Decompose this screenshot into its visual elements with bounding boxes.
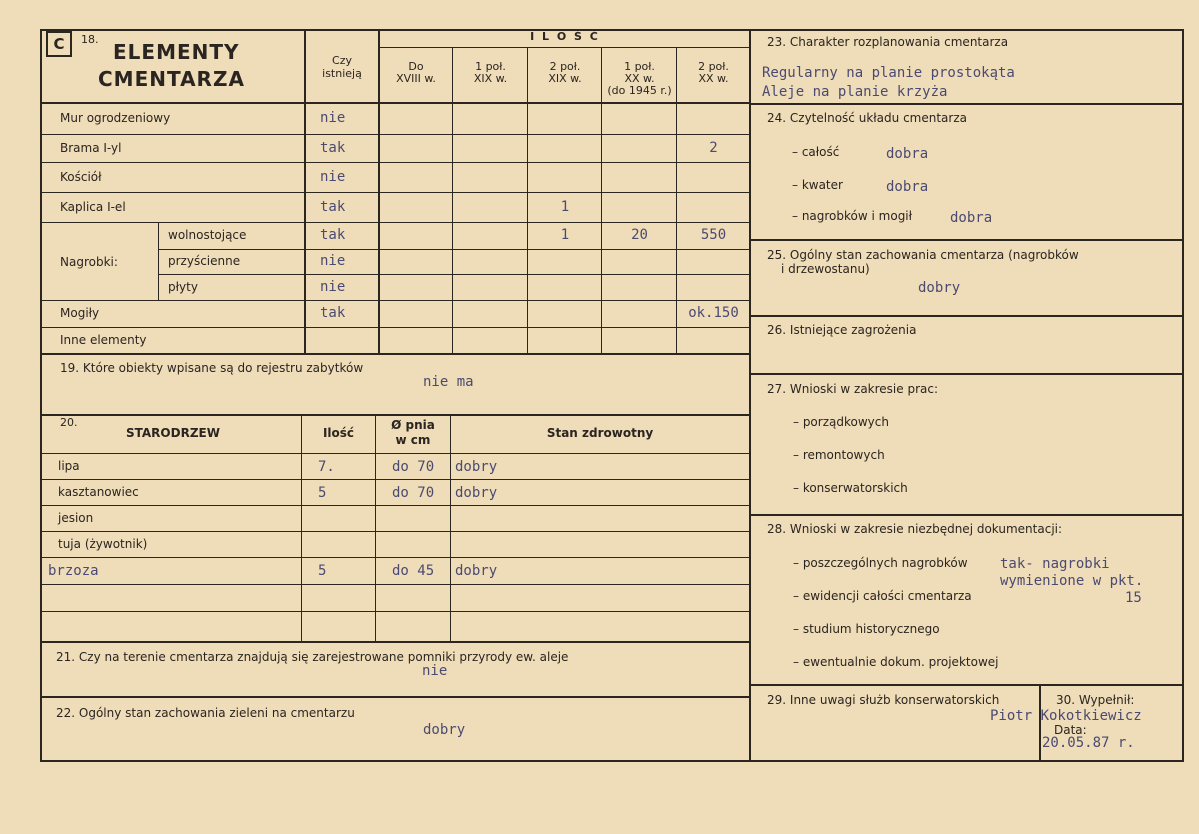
- s25-bottom: [749, 315, 1184, 317]
- period-header-line3: (do 1945 r.): [607, 84, 672, 97]
- s27-item: – konserwatorskich: [793, 481, 908, 495]
- element-row-exists: nie: [320, 253, 346, 269]
- tree-count: 5: [318, 485, 327, 501]
- element-row-label: Mur ogrodzeniowy: [60, 110, 171, 125]
- s24-item-label: – całość: [792, 145, 840, 159]
- s28-label: 28. Wnioski w zakresie niezbędnej dokumentacji:: [767, 522, 1063, 536]
- period-header-line1: 2 poł.: [549, 60, 581, 73]
- s28-typed-line2: wymienione w pkt.: [1000, 573, 1144, 589]
- period-header-line2: XIX w.: [548, 72, 582, 85]
- element-row-count: 2: [709, 139, 718, 156]
- tree-health: dobry: [455, 485, 498, 501]
- frame-left: [40, 29, 42, 762]
- tree-trunk: do 45: [392, 563, 435, 579]
- tree-health: dobry: [455, 459, 498, 475]
- period-header-line1: 2 poł.: [698, 60, 729, 73]
- element-row-count: 1: [560, 198, 570, 215]
- tree-trunk: do 70: [392, 485, 435, 501]
- s28-typed-line1: tak- nagrobki: [1000, 556, 1110, 572]
- s20-header-line: [40, 453, 751, 454]
- tree-health: dobry: [455, 563, 498, 579]
- s24-item-value: dobra: [886, 146, 929, 162]
- s22-label: 22. Ogólny stan zachowania zieleni na cmentarzu: [56, 706, 355, 720]
- s20-row-line: [40, 557, 751, 558]
- period-header-line2: XX w.: [698, 72, 729, 85]
- s18-vline: [527, 47, 528, 354]
- s24-bottom: [749, 239, 1184, 241]
- s20-ilosc-header: Ilość: [322, 426, 355, 440]
- s20-pnia-header-line2: w cm: [395, 433, 431, 447]
- period-header-line2: XX w.: [624, 72, 655, 85]
- s21-label: 21. Czy na terenie cmentarza znajdują się zarejestrowane pomniki przyrody ew. aleje: [56, 650, 569, 664]
- element-row-exists: nie: [320, 278, 346, 295]
- element-row-count: 550: [700, 227, 727, 243]
- s27-bottom: [749, 514, 1184, 516]
- s29-label: 29. Inne uwagi służb konserwatorskich: [767, 693, 1000, 707]
- element-row-exists: tak: [320, 139, 346, 156]
- s18-title-line2: CMENTARZA: [98, 67, 245, 91]
- s30-date: 20.05.87 r.: [1042, 735, 1135, 751]
- period-header-line1: 1 poł.: [475, 60, 506, 73]
- element-row-exists: tak: [320, 198, 346, 215]
- element-row-exists: tak: [320, 305, 346, 321]
- s20-vline: [301, 414, 302, 642]
- period-header-line2: XVIII w.: [396, 72, 436, 85]
- s20-vline: [375, 414, 376, 642]
- s18-bottom: [40, 353, 751, 355]
- s18-row-line: [40, 134, 751, 135]
- s18-vline: [601, 47, 602, 354]
- element-row-exists: nie: [320, 109, 346, 126]
- s20-row-line: [40, 479, 751, 480]
- tree-count: 7.: [318, 459, 335, 475]
- s21-value: nie: [422, 663, 448, 679]
- s27-label: 27. Wnioski w zakresie prac:: [767, 382, 939, 396]
- s20-pnia-header-line1: Ø pnia: [391, 418, 435, 432]
- s20-title: STARODRZEW: [126, 426, 220, 440]
- s25-label-line2: i drzewostanu): [781, 262, 870, 276]
- s20-number: 20.: [60, 416, 78, 429]
- s18-vline: [676, 47, 677, 354]
- ilosc-header: I L O Ś Ć: [530, 30, 600, 43]
- element-row-label: Inne elementy: [60, 332, 147, 347]
- element-row-label: Mogiły: [60, 306, 100, 320]
- tree-trunk: do 70: [392, 459, 435, 475]
- s19-bottom: [40, 414, 751, 416]
- s20-row-line: [40, 505, 751, 506]
- s24-item-value: dobra: [950, 210, 993, 226]
- s23-value-line2: Aleje na planie krzyża: [762, 84, 948, 100]
- tree-name: brzoza: [48, 563, 99, 579]
- s27-item: – remontowych: [793, 448, 885, 462]
- s18-number: 18.: [81, 33, 99, 46]
- s24-item-label: – kwater: [792, 178, 843, 192]
- s20-row-line: [40, 531, 751, 532]
- s28-item: – ewentualnie dokum. projektowej: [793, 655, 999, 669]
- tree-name: jesion: [58, 511, 94, 525]
- element-row-label: przyścienne: [168, 254, 241, 268]
- period-header-line2: XIX w.: [473, 72, 508, 85]
- period-header-line1: Do: [408, 60, 424, 73]
- tree-name: kasztanowiec: [58, 485, 139, 499]
- s19-label: 19. Które obiekty wpisane są do rejestru zabytków: [60, 361, 364, 375]
- s28-item: – studium historycznego: [793, 622, 940, 636]
- s24-item-value: dobra: [886, 179, 929, 195]
- ilosc-line: [378, 47, 751, 48]
- s18-title-line1: ELEMENTY: [113, 40, 240, 64]
- element-row-label: Kościół: [60, 169, 102, 184]
- s30-date-label: Data:: [1054, 723, 1087, 737]
- element-row-label: płyty: [168, 279, 198, 294]
- s26-label: 26. Istniejące zagrożenia: [767, 323, 917, 337]
- element-row-exists: nie: [320, 168, 346, 185]
- s24-label: 24. Czytelność układu cmentarza: [767, 111, 967, 125]
- s28-item: – ewidencji całości cmentarza: [793, 589, 972, 603]
- s30-name: Piotr Kokotkiewicz: [990, 708, 1142, 724]
- s28-typed-line3: 15: [1125, 590, 1142, 606]
- element-row-count: 20: [631, 227, 648, 243]
- section-letter: C: [46, 31, 72, 57]
- s27-item: – porządkowych: [793, 415, 889, 429]
- s28-bottom: [749, 684, 1184, 686]
- s20-row-line: [40, 584, 751, 585]
- nagrobki-vline: [158, 222, 159, 300]
- s26-bottom: [749, 373, 1184, 375]
- frame-right: [1182, 29, 1184, 762]
- s20-vline: [450, 414, 451, 642]
- s25-label-line1: 25. Ogólny stan zachowania cmentarza (nagrobków: [767, 248, 1079, 262]
- s28-item: – poszczególnych nagrobków: [793, 556, 968, 570]
- column-divider: [749, 29, 751, 762]
- s20-stan-header: Stan zdrowotny: [546, 426, 654, 440]
- element-row-count: 1: [560, 227, 570, 243]
- s23-label: 23. Charakter rozplanowania cmentarza: [767, 35, 1009, 49]
- s30-label: 30. Wypełnił:: [1056, 693, 1135, 707]
- s23-value-line1: Regularny na planie prostokąta: [762, 65, 1015, 81]
- element-row-exists: tak: [320, 227, 346, 243]
- s18-row-line: [40, 192, 751, 193]
- s18-row-line: [40, 222, 751, 223]
- s18-row-line: [40, 300, 751, 301]
- s18-row-line: [40, 162, 751, 163]
- s18-row-line: [40, 327, 751, 328]
- s23-bottom: [749, 103, 1184, 105]
- tree-name: lipa: [58, 459, 80, 473]
- period-header-line1: 1 poł.: [624, 60, 655, 73]
- s20-bottom: [40, 641, 751, 643]
- frame-bottom: [40, 760, 1184, 762]
- nagrobki-label: Nagrobki:: [60, 255, 118, 269]
- s22-value: dobry: [423, 722, 466, 738]
- s20-row-line: [40, 611, 751, 612]
- s18-row-line: [158, 249, 751, 250]
- czy-header-line1: Czy: [332, 54, 352, 67]
- s19-value: nie ma: [423, 374, 474, 390]
- element-row-label: wolnostojące: [168, 228, 247, 242]
- element-row-label: Brama I-yl: [60, 140, 122, 155]
- s18-row-line: [158, 274, 751, 275]
- s18-header-line: [40, 102, 751, 104]
- s25-value: dobry: [918, 280, 961, 296]
- tree-count: 5: [318, 563, 327, 579]
- s24-item-label: – nagrobków i mogił: [792, 209, 913, 223]
- s18-vline: [452, 47, 453, 354]
- element-row-count: ok.150: [688, 305, 739, 321]
- s21-bottom: [40, 696, 751, 698]
- czy-header-line2: istnieją: [322, 67, 362, 80]
- element-row-label: Kaplica I-el: [60, 199, 126, 214]
- tree-name: tuja (żywotnik): [58, 537, 148, 551]
